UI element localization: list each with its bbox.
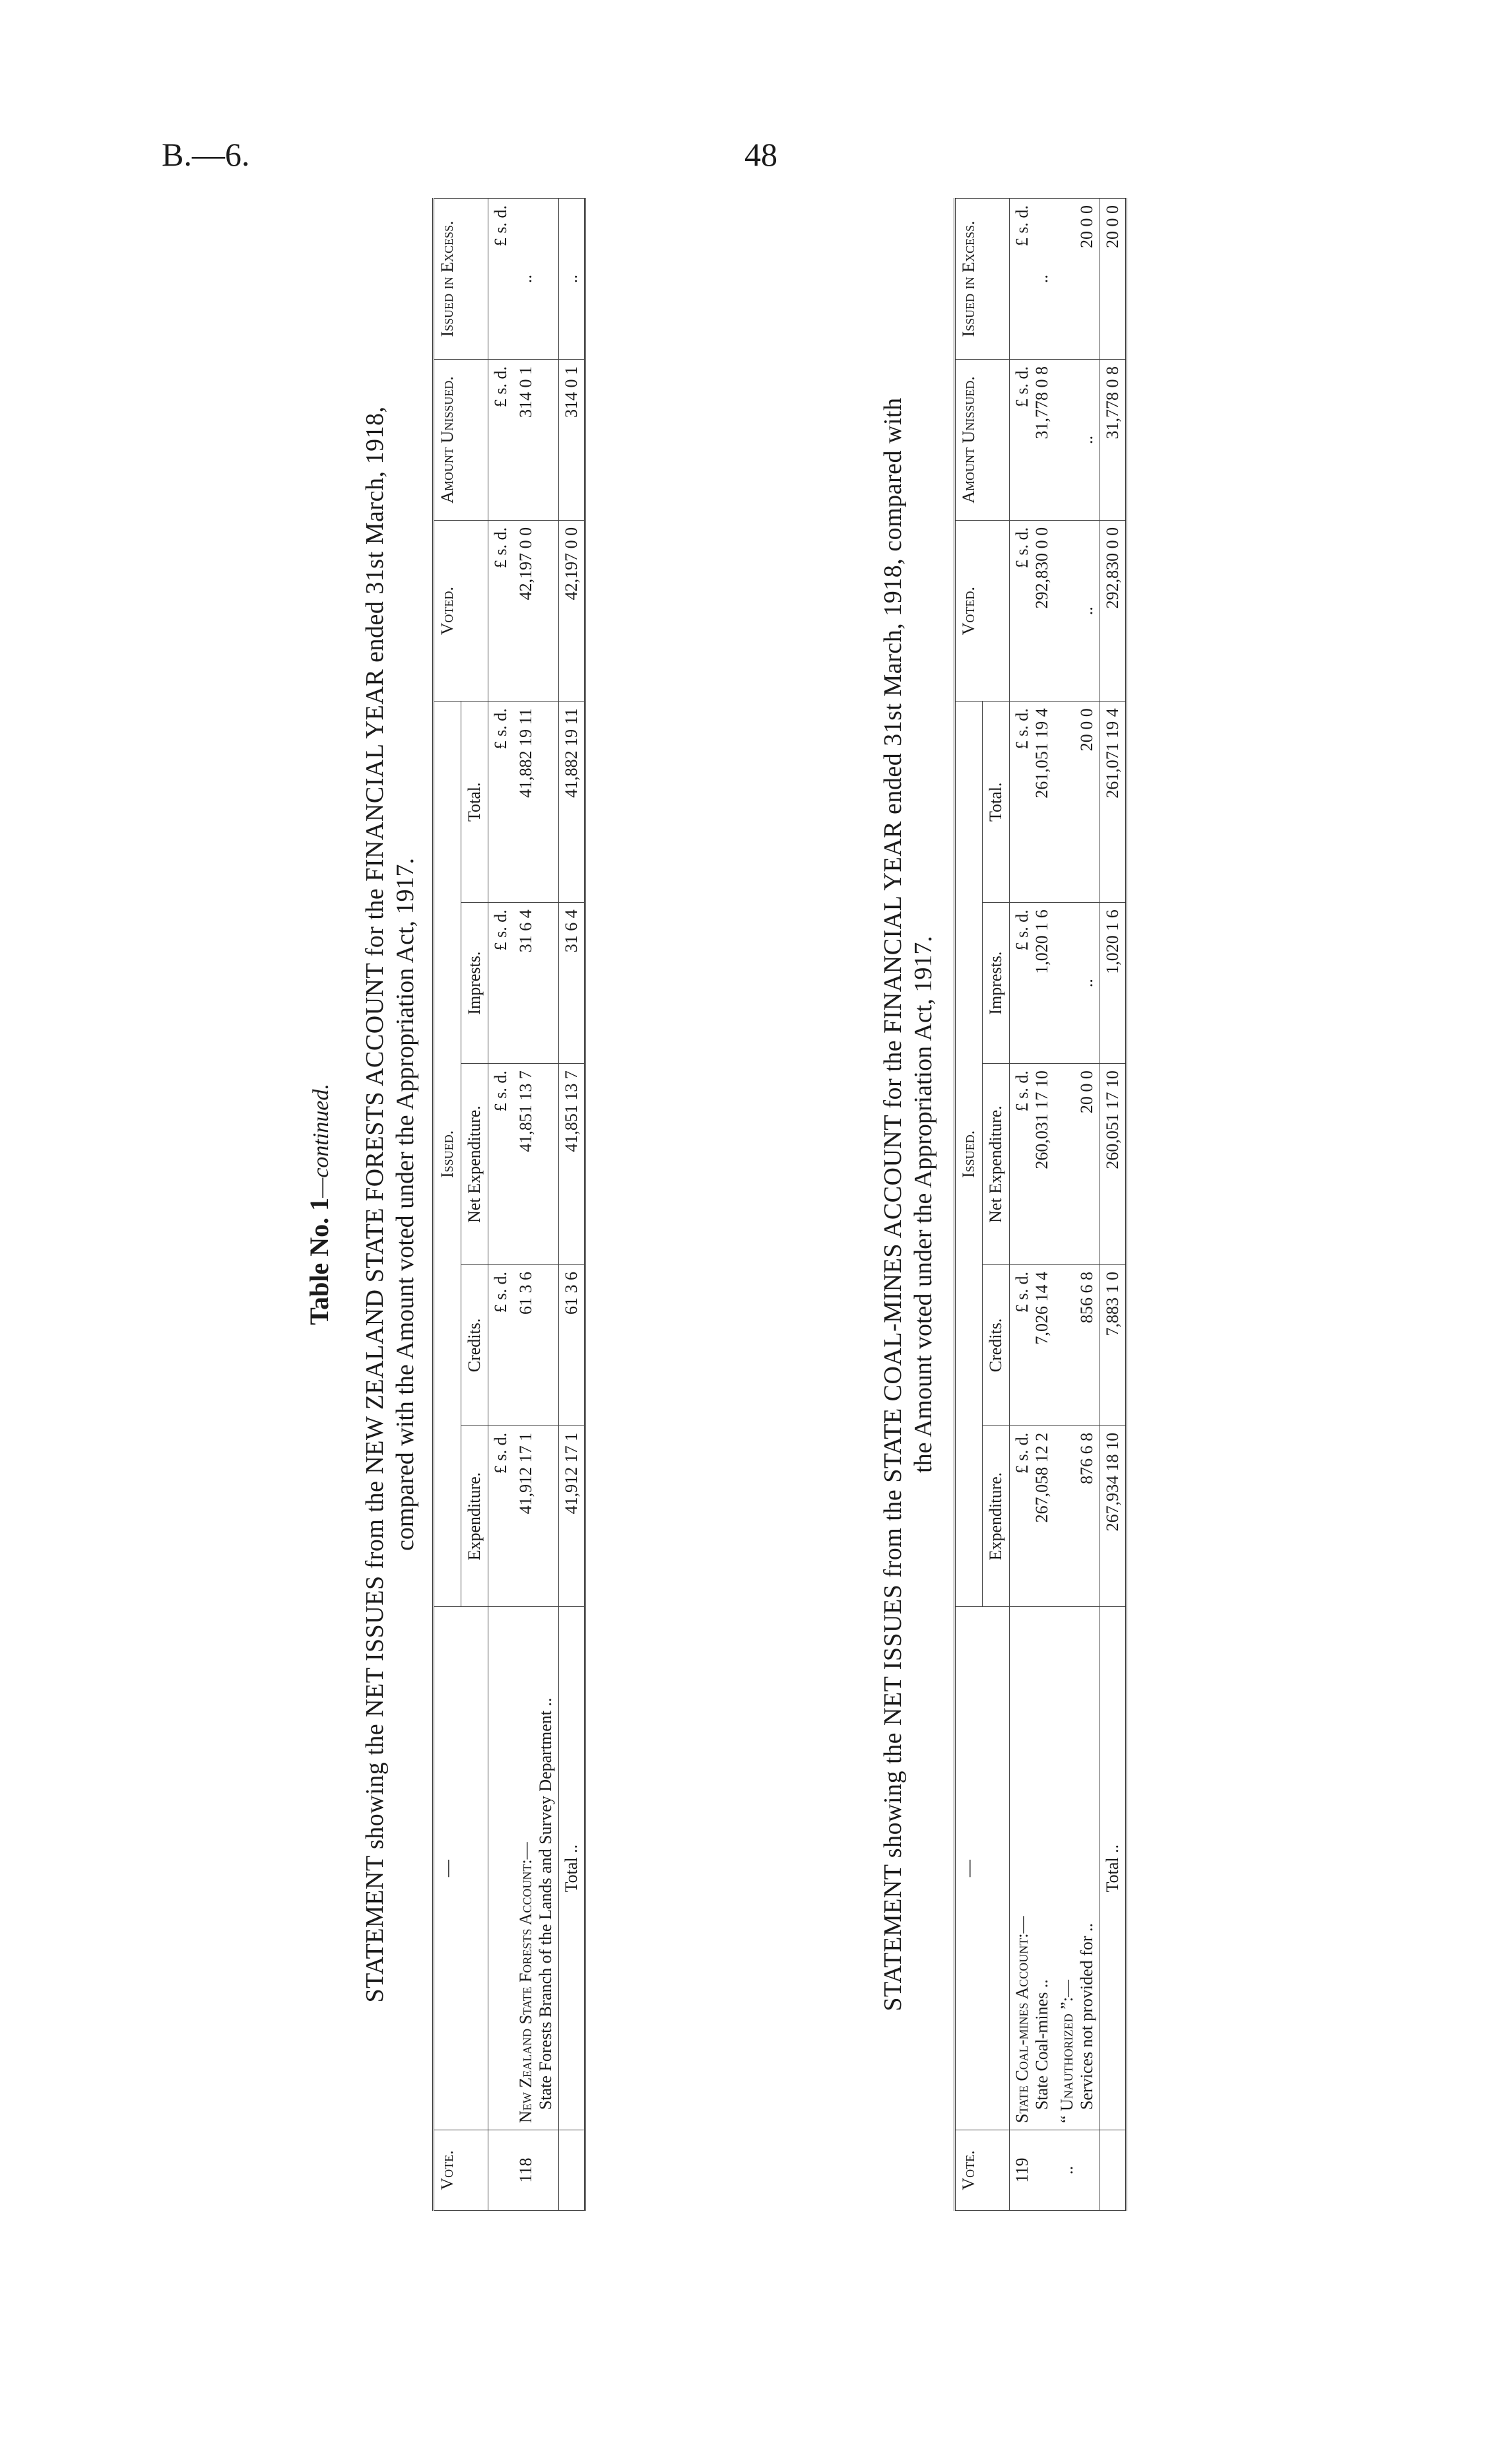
col-issued-in-excess: Issued in Excess.: [955, 199, 1010, 360]
total-imprests: 31 6 4: [559, 903, 585, 1064]
vote-number: ..: [1055, 2130, 1100, 2211]
cell-imprests: ..: [1055, 903, 1100, 1064]
row-description: [1010, 1607, 1055, 2130]
cell-expenditure: 876 6 8: [1055, 1425, 1100, 1606]
rotated-page-content: [304, 198, 1426, 2211]
table-row: [513, 199, 559, 2211]
unit-label: £ s. d.: [488, 520, 514, 701]
total-row: [559, 199, 585, 2211]
col-vote: Vote.: [955, 2130, 1010, 2211]
item-description: State Coal-mines ..: [1032, 1979, 1051, 2111]
unit-label: £ s. d.: [488, 359, 514, 520]
table-number-suffix: —continued.: [309, 1084, 333, 1198]
total-net-expenditure: 260,051 17 10: [1100, 1064, 1127, 1265]
total-label: Total ..: [559, 1607, 585, 2130]
col-issued: Issued.: [434, 702, 461, 1607]
item-description: State Forests Branch of the Lands and Survey Department ..: [536, 1697, 555, 2111]
total-credits: 61 3 6: [559, 1264, 585, 1425]
account-heading: New Zealand State Forests Account:—: [516, 1842, 535, 2124]
cell-total: £ s. d. 261,051 19 4: [1010, 702, 1055, 903]
table-row: [1055, 199, 1100, 2211]
unit-label: £ s. d.: [488, 1425, 514, 1606]
unit-label: £ s. d.: [488, 199, 514, 360]
row-description: [513, 1607, 559, 2130]
total-voted: 42,197 0 0: [559, 520, 585, 701]
unit-label: £ s. d.: [488, 903, 514, 1064]
col-credits: Credits.: [461, 1264, 488, 1425]
col-total: Total.: [461, 702, 488, 903]
cell-credits: 61 3 6: [513, 1264, 559, 1425]
state-coal-mines-table: [954, 198, 1127, 2211]
table-number: Table No. 1: [304, 1197, 334, 1325]
cell-expenditure: £ s. d. 267,058 12 2: [1010, 1425, 1055, 1606]
col-expenditure: Expenditure.: [983, 1425, 1010, 1606]
col-expenditure: Expenditure.: [461, 1425, 488, 1606]
statement-1-title: [360, 198, 420, 2211]
total-row: [1100, 199, 1127, 2211]
table-row: [1010, 199, 1055, 2211]
table-number-heading: [304, 198, 335, 2211]
statement-1-title-line-1: STATEMENT showing the NET ISSUES from the NEW ZEALAND STATE FORESTS ACCOUNT for the FINANCIAL YEAR ended 31st March, 1918,: [361, 406, 389, 2003]
col-description: —: [434, 1607, 488, 2130]
total-issued-in-excess: ..: [559, 199, 585, 360]
col-issued-in-excess: Issued in Excess.: [434, 199, 488, 360]
statement-1-title-line-2: compared with the Amount voted under the Appropriation Act, 1917.: [391, 857, 419, 1552]
cell-net-expenditure: £ s. d. 260,031 17 10: [1010, 1064, 1055, 1265]
cell-voted: ..: [1055, 520, 1100, 701]
cell-total: 20 0 0: [1055, 702, 1100, 903]
col-vote: Vote.: [434, 2130, 488, 2211]
col-credits: Credits.: [983, 1264, 1010, 1425]
statement-2-title: [878, 198, 938, 2211]
cell-imprests: £ s. d. 1,020 1 6: [1010, 903, 1055, 1064]
cell-net-expenditure: 41,851 13 7: [513, 1064, 559, 1265]
cell-amount-unissued: £ s. d. 31,778 0 8: [1010, 359, 1055, 520]
cell-expenditure: 41,912 17 1: [513, 1425, 559, 1606]
statement-2-title-line-2: the Amount voted under the Appropriation Act, 1917.: [909, 936, 937, 1473]
cell-imprests: 31 6 4: [513, 903, 559, 1064]
col-amount-unissued: Amount Unissued.: [955, 359, 1010, 520]
col-imprests: Imprests.: [461, 903, 488, 1064]
col-net-expenditure: Net Expenditure.: [983, 1064, 1010, 1265]
account-heading: State Coal-mines Account:—: [1012, 1916, 1032, 2124]
cell-issued-in-excess: £ s. d. ..: [1010, 199, 1055, 360]
col-net-expenditure: Net Expenditure.: [461, 1064, 488, 1265]
cell-issued-in-excess: ..: [513, 199, 559, 360]
statement-2-title-line-1: STATEMENT showing the NET ISSUES from the STATE COAL-MINES ACCOUNT for the FINANCIAL YEAR ended 31st March, 1918, compared with: [879, 397, 907, 2012]
total-net-expenditure: 41,851 13 7: [559, 1064, 585, 1265]
unit-label: £ s. d.: [488, 702, 514, 903]
page-number: 48: [744, 136, 777, 173]
cell-voted: 42,197 0 0: [513, 520, 559, 701]
vote-number: 119: [1010, 2130, 1055, 2211]
cell-net-expenditure: 20 0 0: [1055, 1064, 1100, 1265]
unit-row: [488, 199, 514, 2211]
unauthorized-heading: “ Unauthorized ”:—: [1057, 1979, 1076, 2124]
cell-credits: £ s. d. 7,026 14 4: [1010, 1264, 1055, 1425]
vote-number: 118: [513, 2130, 559, 2211]
total-expenditure: 267,934 18 10: [1100, 1425, 1127, 1606]
col-issued: Issued.: [955, 702, 983, 1607]
state-forests-table: [432, 198, 586, 2211]
col-imprests: Imprests.: [983, 903, 1010, 1064]
total-total: 261,071 19 4: [1100, 702, 1127, 903]
total-credits: 7,883 1 0: [1100, 1264, 1127, 1425]
col-total: Total.: [983, 702, 1010, 903]
cell-voted: £ s. d. 292,830 0 0: [1010, 520, 1055, 701]
col-description: —: [955, 1607, 1010, 2130]
total-amount-unissued: 314 0 1: [559, 359, 585, 520]
item-description: Services not provided for ..: [1077, 1923, 1096, 2111]
total-issued-in-excess: 20 0 0: [1100, 199, 1127, 360]
total-imprests: 1,020 1 6: [1100, 903, 1127, 1064]
cell-credits: 856 6 8: [1055, 1264, 1100, 1425]
col-voted: Voted.: [434, 520, 488, 701]
unit-label: £ s. d.: [488, 1064, 514, 1265]
total-label: Total ..: [1100, 1607, 1127, 2130]
col-voted: Voted.: [955, 520, 1010, 701]
total-expenditure: 41,912 17 1: [559, 1425, 585, 1606]
cell-total: 41,882 19 11: [513, 702, 559, 903]
cell-amount-unissued: 314 0 1: [513, 359, 559, 520]
cell-issued-in-excess: 20 0 0: [1055, 199, 1100, 360]
page-code: B.—6.: [162, 136, 250, 173]
col-amount-unissued: Amount Unissued.: [434, 359, 488, 520]
total-total: 41,882 19 11: [559, 702, 585, 903]
cell-amount-unissued: ..: [1055, 359, 1100, 520]
total-amount-unissued: 31,778 0 8: [1100, 359, 1127, 520]
unit-label: £ s. d.: [488, 1264, 514, 1425]
total-voted: 292,830 0 0: [1100, 520, 1127, 701]
row-description: [1055, 1607, 1100, 2130]
